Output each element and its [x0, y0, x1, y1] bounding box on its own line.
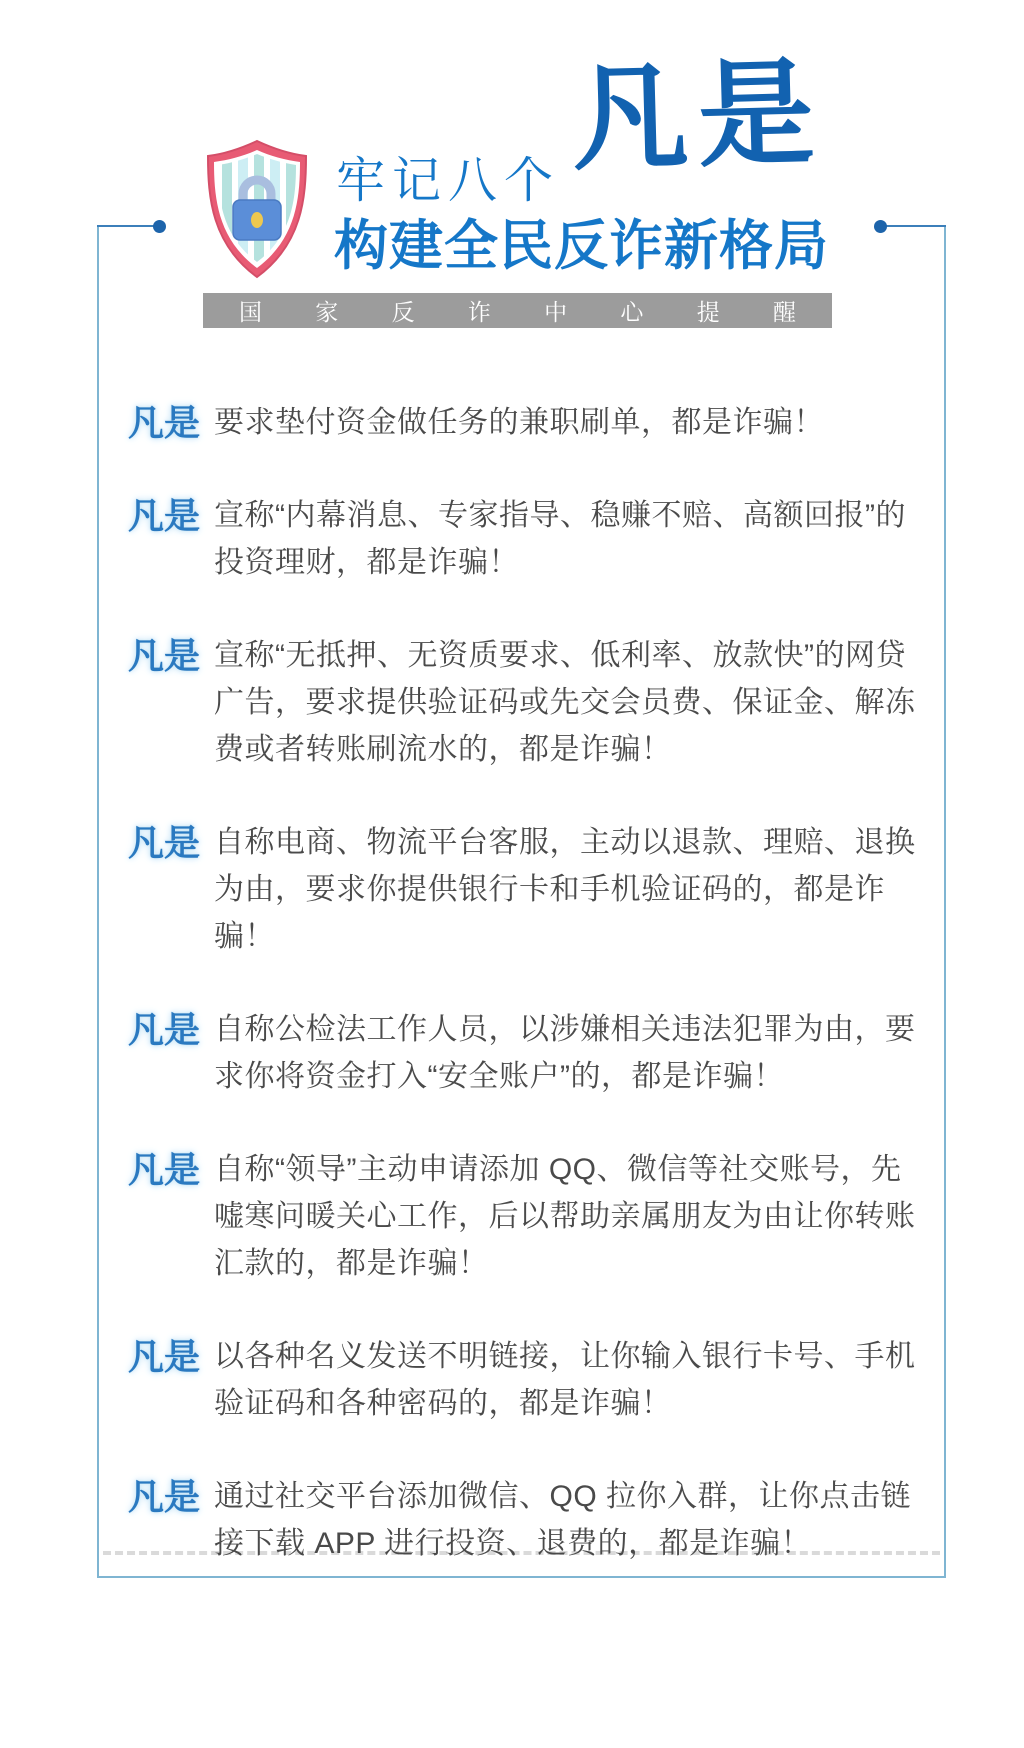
list-item [128, 399, 928, 446]
banner-text: 国家反诈中心提醒 [239, 299, 796, 325]
item-text: 要求垫付资金做任务的兼职刷单，都是诈骗！ [214, 406, 824, 439]
item-label: 凡是 [128, 495, 201, 536]
list-item [128, 1333, 928, 1427]
item-text: 通过社交平台添加微信、QQ 拉你入群，让你点击链接下载 APP 进行投资、退费的，都是诈骗！ [214, 1480, 912, 1560]
item-text: 自称公检法工作人员，以涉嫌相关违法犯罪为由，要求你将资金打入“安全账户”的，都是诈骗！ [214, 1013, 916, 1093]
item-label: 凡是 [128, 1009, 201, 1050]
item-label: 凡是 [128, 822, 201, 863]
slogan-highlight: 凡是 [570, 47, 826, 185]
list-item [128, 1146, 928, 1287]
header [0, 0, 1024, 340]
item-label: 凡是 [128, 635, 201, 676]
fraud-rules-list [128, 399, 928, 1613]
banner-bar [203, 293, 832, 328]
list-item [128, 632, 928, 773]
slogan-subtitle: 构建全民反诈新格局 [334, 216, 829, 276]
item-text: 自称电商、物流平台客服，主动以退款、理赔、退换为由，要求你提供银行卡和手机验证码的，都是诈骗！ [214, 826, 916, 953]
item-text: 自称“领导”主动申请添加 QQ、微信等社交账号，先嘘寒问暖关心工作，后以帮助亲属朋友为由让你转账汇款的，都是诈骗！ [214, 1153, 916, 1280]
list-item [128, 492, 928, 586]
item-text: 宣称“内幕消息、专家指导、稳赚不赔、高额回报”的投资理财，都是诈骗！ [214, 499, 906, 579]
shield-lock-icon [202, 138, 312, 280]
list-item [128, 1006, 928, 1100]
item-label: 凡是 [128, 1336, 201, 1377]
slogan-prefix: 牢记八个 [336, 154, 561, 208]
item-text: 宣称“无抵押、无资质要求、低利率、放款快”的网贷广告，要求提供验证码或先交会员费、保证金、解冻费或者转账刷流水的，都是诈骗！ [214, 639, 916, 766]
item-text: 以各种名义发送不明链接，让你输入银行卡号、手机验证码和各种密码的，都是诈骗！ [214, 1340, 916, 1420]
item-label: 凡是 [128, 1149, 201, 1190]
list-item [128, 819, 928, 960]
list-item [128, 1473, 928, 1567]
item-label: 凡是 [128, 402, 201, 443]
item-label: 凡是 [128, 1476, 201, 1517]
